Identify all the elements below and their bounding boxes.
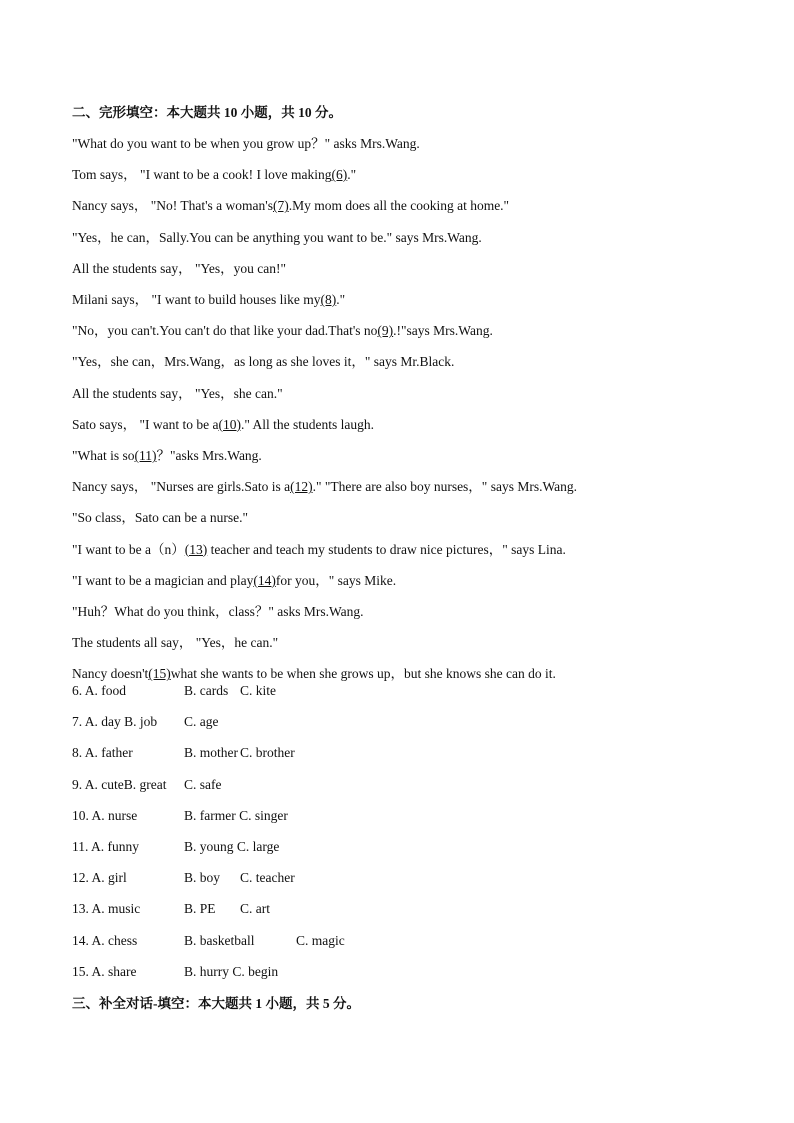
- section-3-heading: 三、补全对话-填空：本大题共 1 小题，共 5 分。: [72, 996, 360, 1011]
- option-row: [72, 838, 752, 856]
- blank-number: (10): [218, 416, 241, 432]
- passage-line: [72, 353, 454, 371]
- option-a: 13. A. music: [72, 901, 141, 917]
- passage-text: Nancy doesn't: [72, 666, 149, 682]
- option-c: C. magic: [296, 932, 345, 948]
- option-row: [72, 682, 752, 700]
- passage-text: The students all say， "Yes，he can.": [72, 635, 279, 651]
- passage-line: [72, 416, 374, 434]
- passage-line: [72, 665, 556, 683]
- option-row: [72, 807, 752, 825]
- passage-text: .": [336, 292, 346, 307]
- passage-text: "Huh？What do you think，class？" asks Mrs.Wang.: [72, 604, 364, 619]
- passage-line: [72, 634, 278, 652]
- passage-text: "Yes，he can，Sally.You can be anything you want to be." says Mrs.Wang.: [72, 229, 482, 245]
- option-row: [72, 744, 752, 762]
- blank-number: (9): [377, 323, 394, 339]
- option-row: [72, 869, 752, 887]
- option-b: B. boy: [184, 870, 221, 886]
- blank-number: (14): [253, 572, 276, 588]
- option-a: 6. A. food: [72, 683, 126, 698]
- option-row: [72, 963, 752, 981]
- passage-text: ." "There are also boy nurses，" says Mrs.Wang.: [312, 479, 577, 495]
- option-c: C. brother: [240, 745, 295, 761]
- option-row: [72, 776, 752, 794]
- option-a: 15. A. share: [72, 963, 137, 979]
- passage-text: "What do you want to be when you grow up？" asks Mrs.Wang.: [72, 136, 420, 151]
- option-a: 11. A. funny: [72, 839, 139, 854]
- passage-line: [72, 385, 283, 403]
- option-a: 10. A. nurse: [72, 807, 138, 823]
- passage-line: [72, 291, 345, 309]
- option-c: C. safe: [184, 776, 222, 792]
- passage-text: ？"asks Mrs.Wang.: [156, 448, 262, 463]
- passage-text: Tom says， "I want to be a cook! I love making: [72, 167, 332, 183]
- passage-line: [72, 541, 566, 559]
- passage-line: [72, 197, 509, 215]
- option-row: [72, 932, 752, 950]
- passage-text: .My mom does all the cooking at home.": [288, 198, 510, 214]
- passage-line: [72, 229, 482, 247]
- blank-number: (11): [134, 448, 157, 463]
- option-a: 8. A. father: [72, 745, 133, 761]
- option-c: C. teacher: [240, 870, 295, 886]
- option-c: C. age: [184, 714, 219, 730]
- cloze-passage: [72, 122, 752, 682]
- passage-line: [72, 572, 396, 590]
- passage-text: teacher and teach my students to draw nice pictures，" says Lina.: [207, 541, 566, 557]
- passage-text: "No，you can't.You can't do that like your dad.That's no: [72, 323, 378, 339]
- answer-options: [72, 682, 752, 995]
- option-b: B. mother: [184, 745, 238, 761]
- passage-line: [72, 322, 493, 340]
- passage-line: [72, 260, 286, 278]
- passage-text: "What is so: [72, 448, 135, 463]
- option-b: B. hurry C. begin: [184, 963, 279, 979]
- passage-line: [72, 509, 248, 527]
- passage-text: All the students say， "Yes，you can!": [72, 260, 287, 276]
- document-page: [72, 104, 752, 1013]
- blank-number: (6): [331, 167, 348, 183]
- option-c: C. art: [240, 901, 270, 917]
- passage-line: [72, 478, 577, 496]
- option-row: [72, 900, 752, 918]
- option-b: B. cards: [184, 683, 229, 698]
- option-c: C. kite: [240, 683, 276, 698]
- option-a: 9. A. cuteB. great: [72, 776, 167, 792]
- passage-line: [72, 135, 420, 153]
- blank-number: (15): [148, 666, 171, 682]
- blank-number: (12): [290, 479, 313, 495]
- passage-text: for you，" says Mike.: [275, 572, 397, 588]
- passage-text: "I want to be a（n）: [72, 541, 185, 557]
- passage-line: [72, 447, 262, 465]
- passage-text: ." All the students laugh.: [240, 416, 374, 432]
- passage-text: "I want to be a magician and play: [72, 572, 254, 588]
- passage-text: All the students say， "Yes，she can.": [72, 385, 283, 401]
- section-2-heading: 二、完形填空：本大题共 10 小题，共 10 分。: [72, 105, 342, 120]
- passage-text: what she wants to be when she grows up，but she knows she can do it.: [170, 666, 556, 682]
- passage-text: Milani says， "I want to build houses like my: [72, 292, 321, 307]
- option-a: 7. A. day B. job: [72, 714, 158, 730]
- option-a: 12. A. girl: [72, 870, 127, 886]
- option-b: B. farmer C. singer: [184, 807, 288, 823]
- option-b: B. PE: [184, 901, 216, 917]
- passage-line: [72, 603, 364, 621]
- option-b: B. young C. large: [184, 839, 280, 854]
- passage-line: [72, 166, 356, 184]
- passage-text: Sato says， "I want to be a: [72, 416, 219, 432]
- blank-number: (8): [320, 292, 337, 307]
- passage-text: "Yes，she can，Mrs.Wang，as long as she loves it，" says Mr.Black.: [72, 354, 455, 370]
- blank-number: (13): [184, 541, 208, 557]
- option-b: B. basketball: [184, 932, 255, 948]
- option-a: 14. A. chess: [72, 932, 138, 948]
- passage-text: .!"says Mrs.Wang.: [393, 323, 493, 339]
- option-row: [72, 713, 752, 731]
- passage-text: Nancy says， "No! That's a woman's: [72, 198, 273, 214]
- passage-text: .": [347, 167, 357, 183]
- passage-text: "So class，Sato can be a nurse.": [72, 510, 248, 526]
- passage-text: Nancy says， "Nurses are girls.Sato is a: [72, 479, 291, 495]
- blank-number: (7): [272, 198, 289, 214]
